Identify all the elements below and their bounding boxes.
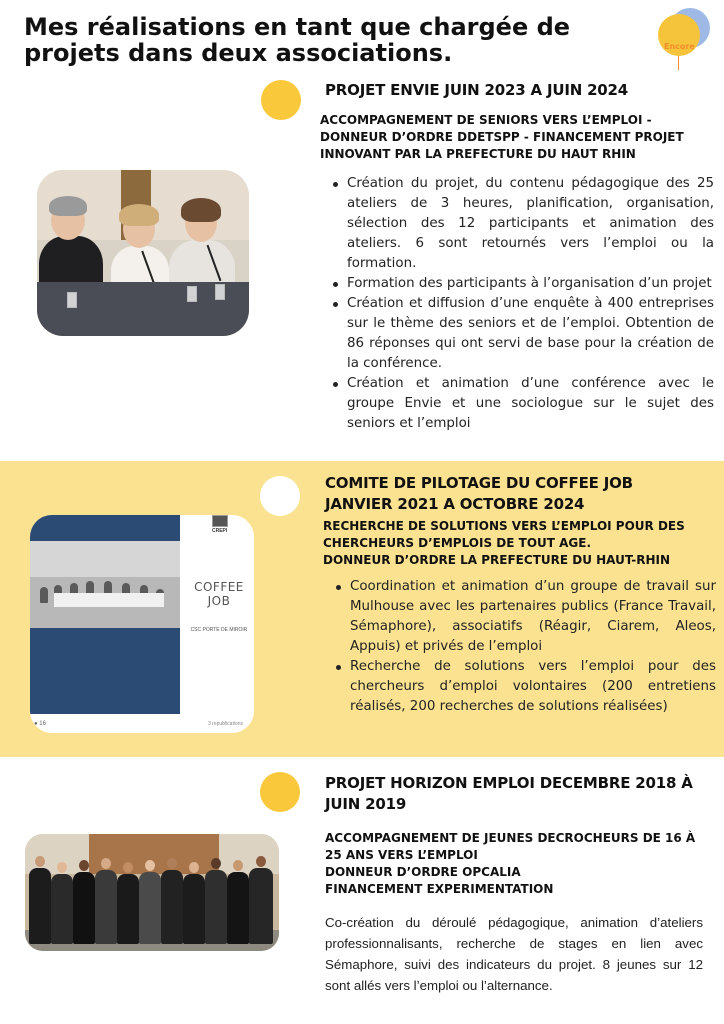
section2-bullet-list	[330, 577, 716, 717]
section3-subheading-line: DONNEUR D’ORDRE OPCALIA	[325, 865, 521, 879]
section2-subheading-line: RECHERCHE DE SOLUTIONS VERS L’EMPLOI POUR DES	[323, 519, 685, 533]
section3-subheading	[325, 830, 695, 898]
encore-logo	[656, 8, 716, 72]
logo-string	[678, 56, 679, 70]
section3-subheading-line: ACCOMPAGNEMENT DE JEUNES DECROCHEURS DE 16 À	[325, 831, 696, 845]
list-item: Création et diffusion d’une enquête à 400 entreprises sur le thème des seniors et de l’emploi. Obtention de 86 réponses qui ont servi de base pour la création de la conférence.	[327, 294, 714, 374]
coffee-job-title	[184, 580, 254, 608]
section2-subheading	[323, 518, 685, 569]
section1-heading-line: PROJET ENVIE JUIN 2023 A JUIN 2024	[325, 81, 629, 99]
logo-text: Encore	[664, 42, 695, 51]
section1-subheading-line: DONNEUR D’ORDRE DDETSPP - FINANCEMENT PROJET	[320, 130, 684, 144]
meeting-photo	[37, 170, 249, 336]
section2-dot-icon	[260, 476, 300, 516]
section2-subheading-line: CHERCHEURS D’EMPLOIS DE TOUT AGE.	[323, 536, 592, 550]
list-item: Formation des participants à l’organisation d’un projet	[327, 274, 714, 294]
like-icon: ●	[34, 721, 38, 727]
list-item: Coordination et animation d’un groupe de travail sur Mulhouse avec les partenaires publics (France Travail, Sémaphore), associatifs (Réagir, Ciarem, Aleos, Appuis) et privés de l’emploi	[330, 577, 716, 657]
section3-subheading-line: FINANCEMENT EXPERIMENTATION	[325, 882, 554, 896]
coffee-job-caption: CSC PORTE DE MIROIR	[190, 627, 248, 633]
crepi-logo-icon	[212, 515, 228, 527]
coffee-job-post-image	[30, 515, 254, 733]
section3-heading	[325, 773, 693, 815]
section1-bullet-list	[327, 174, 714, 434]
section1-subheading	[320, 112, 684, 163]
likes-value: 16	[39, 721, 46, 727]
coffee-job-title-line: COFFEE	[194, 580, 244, 594]
section1-subheading-line: ACCOMPAGNEMENT DE SENIORS VERS L’EMPLOI -	[320, 113, 652, 127]
section2-subheading-line: DONNEUR D’ORDRE LA PREFECTURE DU HAUT-RHIN	[323, 553, 671, 567]
list-item: Création et animation d’une conférence avec le groupe Envie et une sociologue sur le sujet des seniors et l’emploi	[327, 374, 714, 434]
group-photo	[25, 834, 279, 951]
section1-heading	[325, 80, 628, 101]
likes-count	[34, 721, 46, 727]
section3-heading-line: PROJET HORIZON EMPLOI DECEMBRE 2018 À	[325, 774, 693, 792]
section3-heading-line: JUIN 2019	[325, 795, 407, 813]
coffee-job-title-line: JOB	[207, 594, 231, 608]
section2-heading-line: JANVIER 2021 A OCTOBRE 2024	[325, 495, 585, 513]
crepi-brand: CREPI	[212, 528, 228, 534]
section3-subheading-line: 25 ANS VERS L’EMPLOI	[325, 848, 478, 862]
reposts-count: 3 republications	[208, 721, 244, 727]
list-item: Recherche de solutions vers l’emploi pour des chercheurs d’emploi volontaires (200 entretiens réalisés, 200 recherches de solutions réalisées)	[330, 657, 716, 717]
section3-paragraph: Co-création du déroulé pédagogique, animation d’ateliers professionnalisants, recherche de stages en lien avec Sémaphore, suivi des indicateurs du projet. 8 jeunes sur 12 sont allés vers l’emploi ou l’alternance.	[325, 915, 703, 993]
page-title-line: Mes réalisations en tant que chargée de	[24, 13, 571, 41]
section2-heading-line: COMITE DE PILOTAGE DU COFFEE JOB	[325, 474, 633, 492]
section3-dot-icon	[260, 772, 300, 812]
page-title	[24, 14, 624, 66]
section2-heading	[325, 473, 633, 515]
section1-subheading-line: INNOVANT PAR LA PREFECTURE DU HAUT RHIN	[320, 147, 636, 161]
page-title-line: projets dans deux associations.	[24, 39, 453, 67]
section1-dot-icon	[261, 80, 301, 120]
list-item: Création du projet, du contenu pédagogique des 25 ateliers de 3 heures, planification, organisation, sélection des 12 participants et animation des ateliers. 6 sont retournés vers l’emploi ou la formation.	[327, 174, 714, 274]
